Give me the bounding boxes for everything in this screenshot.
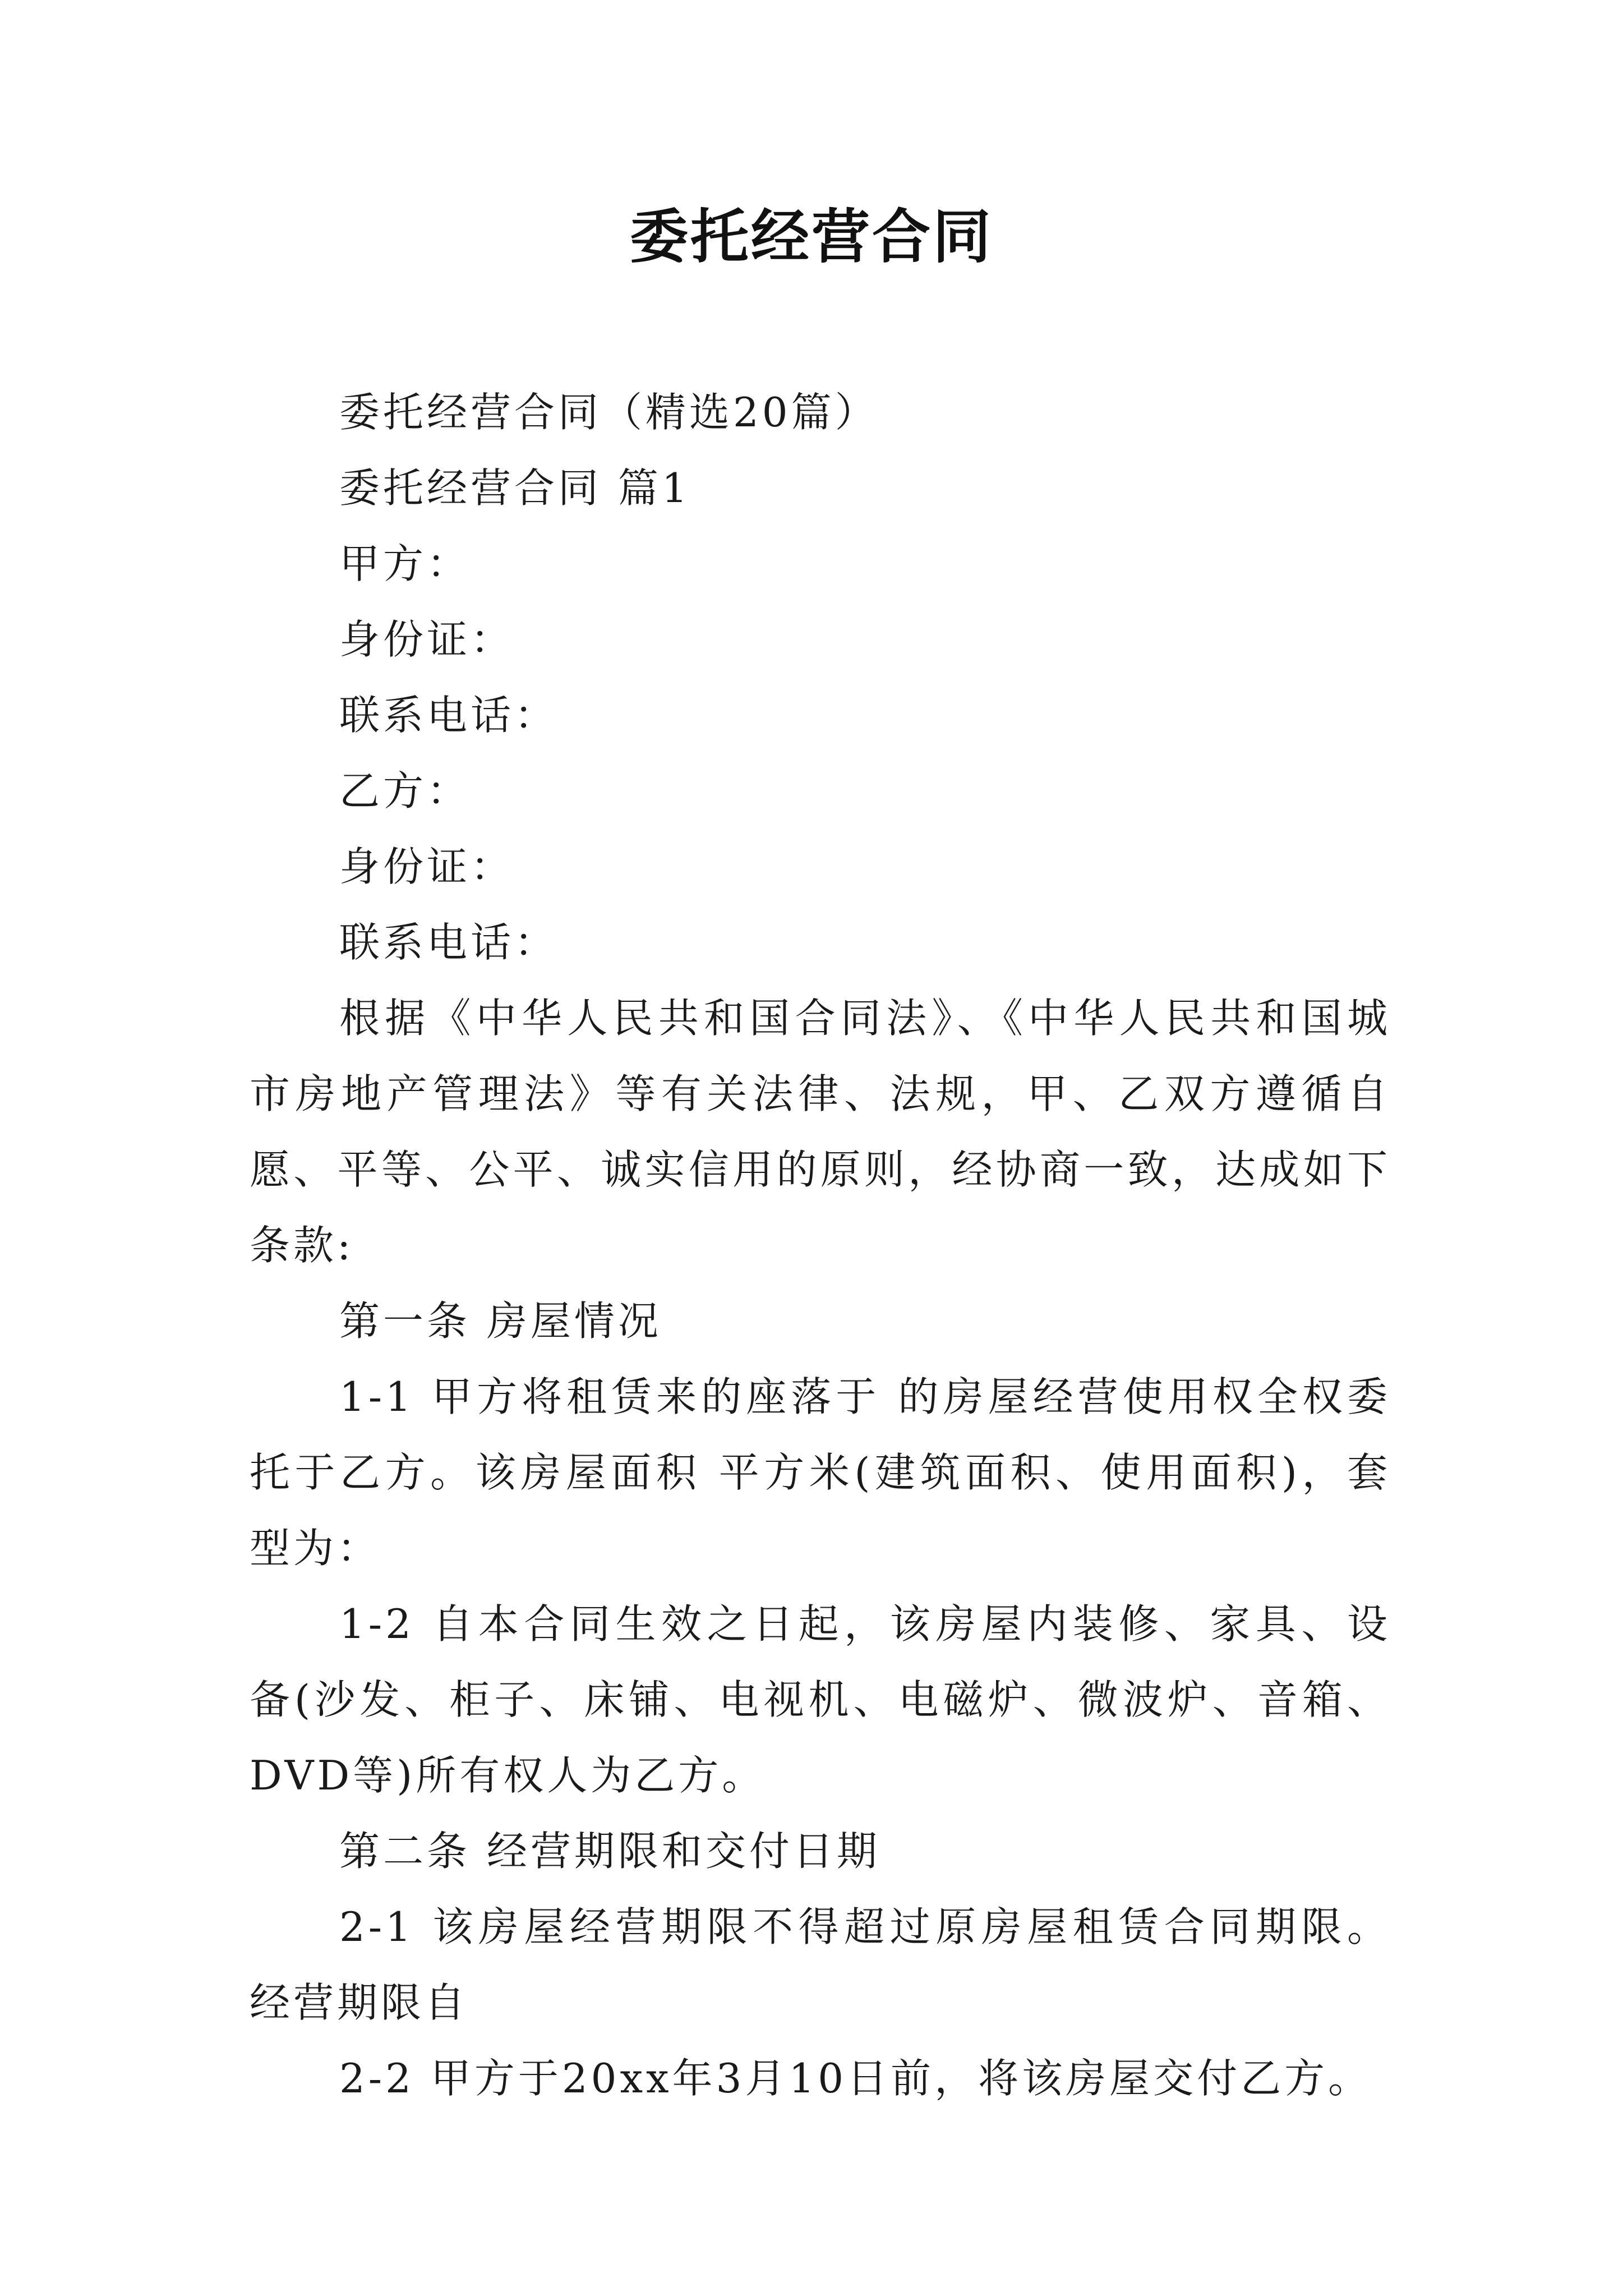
paragraph-party-b-phone: 联系电话： <box>339 919 559 966</box>
paragraph-clause-1-1: 1-1 甲方将租赁来的座落于 的房屋经营使用权全权委托于乙方。该房屋面积 平方米(建筑面积、使用面积)，套型为： <box>250 1373 1391 1572</box>
paragraph-article-1-heading: 第一条 房屋情况 <box>339 1297 662 1345</box>
document-title: 委托经营合同 <box>629 202 993 271</box>
paragraph-clause-2-1: 2-1 该房屋经营期限不得超过原房屋租赁合同期限。经营期限自 <box>250 1903 1391 2026</box>
paragraph-party-a-phone: 联系电话： <box>339 692 559 739</box>
document-body <box>250 375 1391 2116</box>
paragraph-clause-1-2: 1-2 自本合同生效之日起，该房屋内装修、家具、设备(沙发、柜子、床铺、电视机、电磁炉、微波炉、音箱、DVD等)所有权人为乙方。 <box>250 1600 1391 1799</box>
paragraph-party-a: 甲方： <box>339 540 471 587</box>
paragraph-section-heading: 委托经营合同 篇1 <box>339 464 691 512</box>
paragraph-clause-2-2: 2-2 甲方于20xx年3月10日前，将该房屋交付乙方。 <box>339 2055 1372 2102</box>
paragraph-party-b-id: 身份证： <box>339 843 515 890</box>
paragraph-party-a-id: 身份证： <box>339 616 515 663</box>
paragraph-party-b: 乙方： <box>339 767 471 815</box>
paragraph-subtitle: 委托经营合同（精选20篇） <box>339 389 879 436</box>
paragraph-preamble: 根据《中华人民共和国合同法》、《中华人民共和国城市房地产管理法》等有关法律、法规，甲、乙双方遵循自愿、平等、公平、诚实信用的原则，经协商一致，达成如下条款: <box>250 995 1391 1269</box>
paragraph-article-2-heading: 第二条 经营期限和交付日期 <box>339 1828 880 1875</box>
